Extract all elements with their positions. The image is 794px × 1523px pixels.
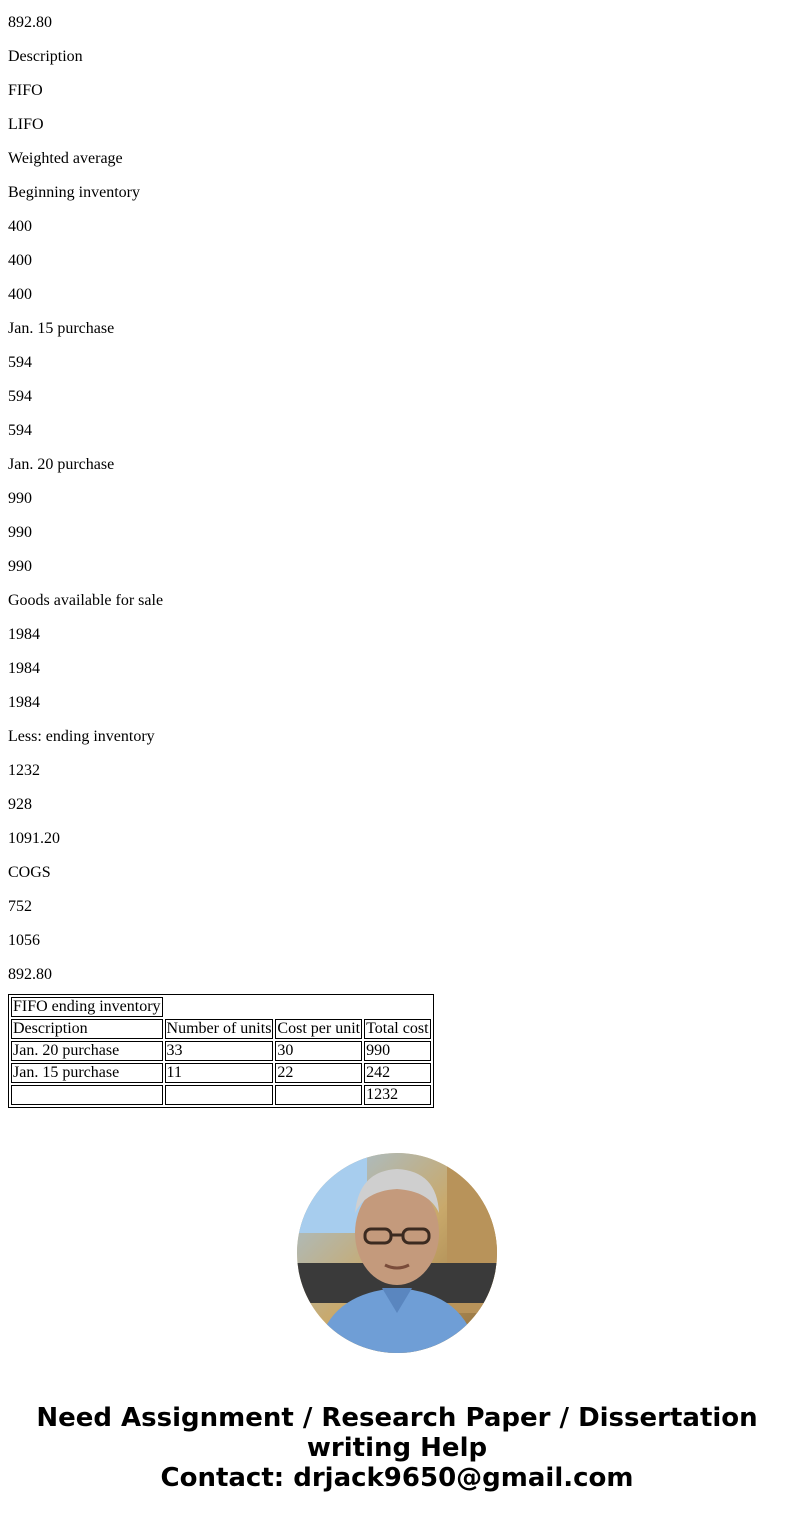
text-line: 892.80 [8, 966, 52, 983]
table-header-row [11, 1019, 431, 1039]
table-title-row [11, 997, 431, 1017]
text-line: 1984 [8, 626, 40, 643]
text-line: Jan. 15 purchase [8, 320, 115, 337]
text-line: Weighted average [8, 150, 123, 167]
avatar-portrait-image [297, 1153, 497, 1353]
text-line: 752 [8, 898, 32, 915]
text-line: FIFO [8, 82, 43, 99]
table-row [11, 1063, 431, 1083]
fifo-ending-inventory-table [8, 994, 434, 1108]
text-line: COGS [8, 864, 51, 881]
table-cell: 242 [364, 1063, 430, 1083]
text-line: 990 [8, 558, 32, 575]
footer-contact: Contact: drjack9650@gmail.com [160, 1463, 634, 1493]
table-cell: 1232 [364, 1085, 430, 1105]
header-cell-total-cost: Total cost [366, 1020, 429, 1037]
text-line: Description [8, 48, 83, 65]
header-cell-number-of-units: Number of units [166, 1020, 272, 1037]
header-cell-cost-per-unit: Cost per unit [277, 1020, 361, 1037]
text-line: 1984 [8, 660, 40, 677]
text-line: 892.80 [8, 14, 52, 31]
text-line: Goods available for sale [8, 592, 164, 609]
text-line: 990 [8, 490, 32, 507]
text-line: 1984 [8, 694, 40, 711]
text-line: Less: ending inventory [8, 728, 155, 745]
text-line: 1232 [8, 762, 40, 779]
text-line: LIFO [8, 116, 44, 133]
text-line: 1056 [8, 932, 40, 949]
text-line: 990 [8, 524, 32, 541]
table-cell [11, 1085, 163, 1105]
table-title-cell: FIFO ending inventory [13, 998, 161, 1015]
table-row [11, 1085, 431, 1105]
text-line: 1091.20 [8, 830, 60, 847]
text-line: 594 [8, 422, 32, 439]
text-line: 400 [8, 286, 32, 303]
footer-line: Need Assignment / Research Paper / Dissertation [36, 1403, 758, 1433]
text-line: 400 [8, 218, 32, 235]
table-cell: Jan. 20 purchase [11, 1041, 163, 1061]
fifo-table-wrapper [8, 994, 786, 1108]
text-line: 594 [8, 388, 32, 405]
footer-banner [0, 1403, 794, 1493]
header-cell-description: Description [11, 1019, 163, 1039]
table-cell: 22 [275, 1063, 362, 1083]
text-line: 400 [8, 252, 32, 269]
table-cell [165, 1085, 274, 1105]
text-lines [8, 0, 786, 986]
table-cell: 990 [364, 1041, 430, 1061]
text-line: Beginning inventory [8, 184, 140, 201]
table-cell [275, 1085, 362, 1105]
table-cell: 11 [165, 1063, 274, 1083]
avatar [297, 1153, 497, 1353]
text-line: 928 [8, 796, 32, 813]
table-cell: 33 [165, 1041, 274, 1061]
footer-line: writing Help [306, 1433, 488, 1463]
table-cell: 30 [275, 1041, 362, 1061]
text-line: Jan. 20 purchase [8, 456, 115, 473]
table-cell: Jan. 15 purchase [11, 1063, 163, 1083]
text-line: 594 [8, 354, 32, 371]
table-row [11, 1041, 431, 1061]
